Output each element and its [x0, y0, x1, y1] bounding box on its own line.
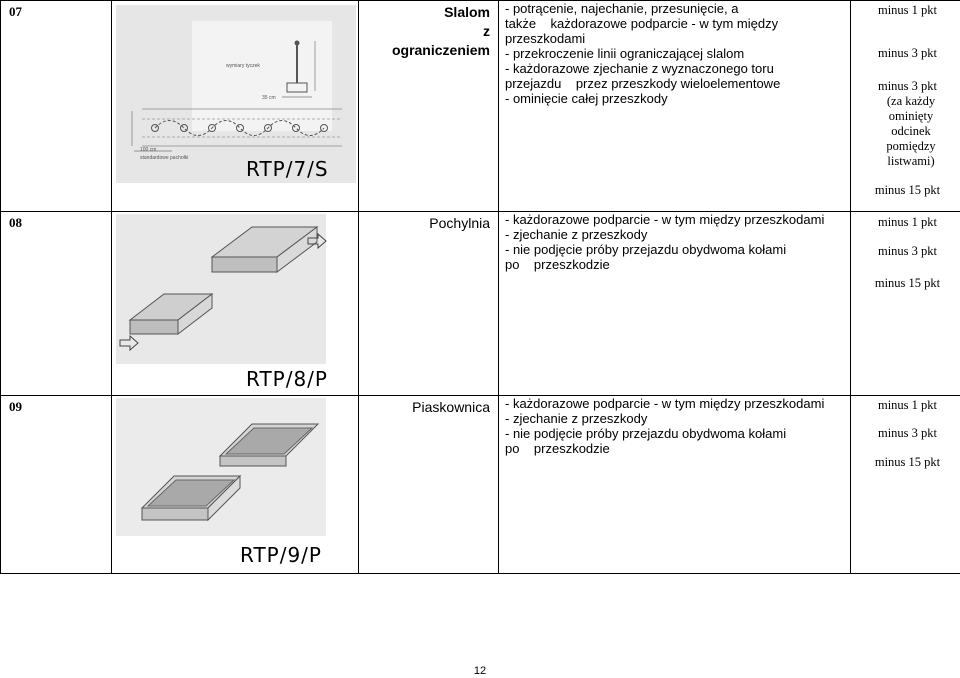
- image-cell: [112, 212, 359, 396]
- row-number-cell: [1, 212, 112, 396]
- penalty-value: minus 1 pkt: [877, 398, 938, 412]
- description-item: - każdorazowe zjechanie z wyznaczonego toru przejazdu przez przeszkody wieloelementowe: [505, 61, 781, 91]
- row-number: 09: [9, 399, 22, 414]
- penalty-cell: [851, 1, 960, 212]
- obstacle-name: Slalom z ograniczeniem: [391, 4, 490, 58]
- image-cell: [112, 1, 359, 212]
- description-item: - ominięcie całej przeszkody: [505, 91, 668, 106]
- penalty-value: minus 15 pkt: [874, 455, 941, 469]
- obstacle-name: Piaskownica: [412, 399, 490, 415]
- row-number-cell: [1, 396, 112, 574]
- penalty-value: minus 1 pkt: [877, 215, 938, 229]
- penalty-value: minus 3 pkt: [877, 79, 938, 93]
- slalom-diagram: [112, 1, 358, 211]
- rtp-label: RTP/7/S: [246, 157, 329, 181]
- description-item: - zjechanie z przeszkody: [505, 227, 648, 242]
- description-cell: [499, 1, 851, 212]
- image-cell: [112, 396, 359, 574]
- penalty-value: minus 3 pkt: [877, 244, 938, 258]
- penalty-value: minus 3 pkt: [877, 46, 938, 60]
- description-item: - przekroczenie linii ograniczającej slalom: [505, 46, 745, 61]
- penalty-value: minus 15 pkt: [874, 276, 941, 290]
- row-number: 08: [9, 215, 22, 230]
- image-label-dims: wymiary tyczek: [226, 63, 260, 69]
- page-number: 12: [473, 665, 487, 677]
- obstacle-name-cell: [359, 212, 499, 396]
- table-row: [1, 1, 960, 212]
- penalty-value: minus 1 pkt: [877, 3, 938, 17]
- image-label-cm2: 100 cm: [140, 147, 157, 153]
- obstacle-name-cell: [359, 1, 499, 212]
- penalty-value: minus 15 pkt: [874, 183, 941, 197]
- table-row: [1, 396, 960, 574]
- image-label-std: standardowe pachołki: [140, 155, 189, 161]
- ramp-diagram: [112, 212, 358, 395]
- table-row: [1, 212, 960, 396]
- description-item: - nie podjęcie próby przejazdu obydwoma kołami po przeszkodzie: [505, 426, 787, 456]
- penalty-cell: [851, 396, 960, 574]
- description-item: - każdorazowe podparcie - w tym między przeszkodami: [505, 212, 825, 227]
- description-item: - zjechanie z przeszkody: [505, 411, 648, 426]
- obstacle-name: Pochylnia: [429, 215, 490, 231]
- description-item: - nie podjęcie próby przejazdu obydwoma kołami po przeszkodzie: [505, 242, 787, 272]
- rtp-label: RTP/8/P: [246, 367, 328, 391]
- obstacle-name-cell: [359, 396, 499, 574]
- rtp-label: RTP/9/P: [240, 543, 322, 567]
- description-item: - każdorazowe podparcie - w tym między przeszkodami: [505, 396, 825, 411]
- penalty-cell: [851, 212, 960, 396]
- description-cell: [499, 212, 851, 396]
- sandbox-diagram: [112, 396, 358, 573]
- row-number-cell: [1, 1, 112, 212]
- row-number: 07: [9, 4, 22, 19]
- penalty-value: minus 3 pkt: [877, 426, 938, 440]
- description-item: - potrącenie, najechanie, przesunięcie, a także każdorazowe podparcie - w tym między przeszkodami: [505, 1, 779, 46]
- penalty-note: (za każdy ominięty odcinek pomiędzy listwami): [886, 94, 936, 168]
- image-label-cm1: 35 cm: [262, 95, 276, 101]
- description-cell: [499, 396, 851, 574]
